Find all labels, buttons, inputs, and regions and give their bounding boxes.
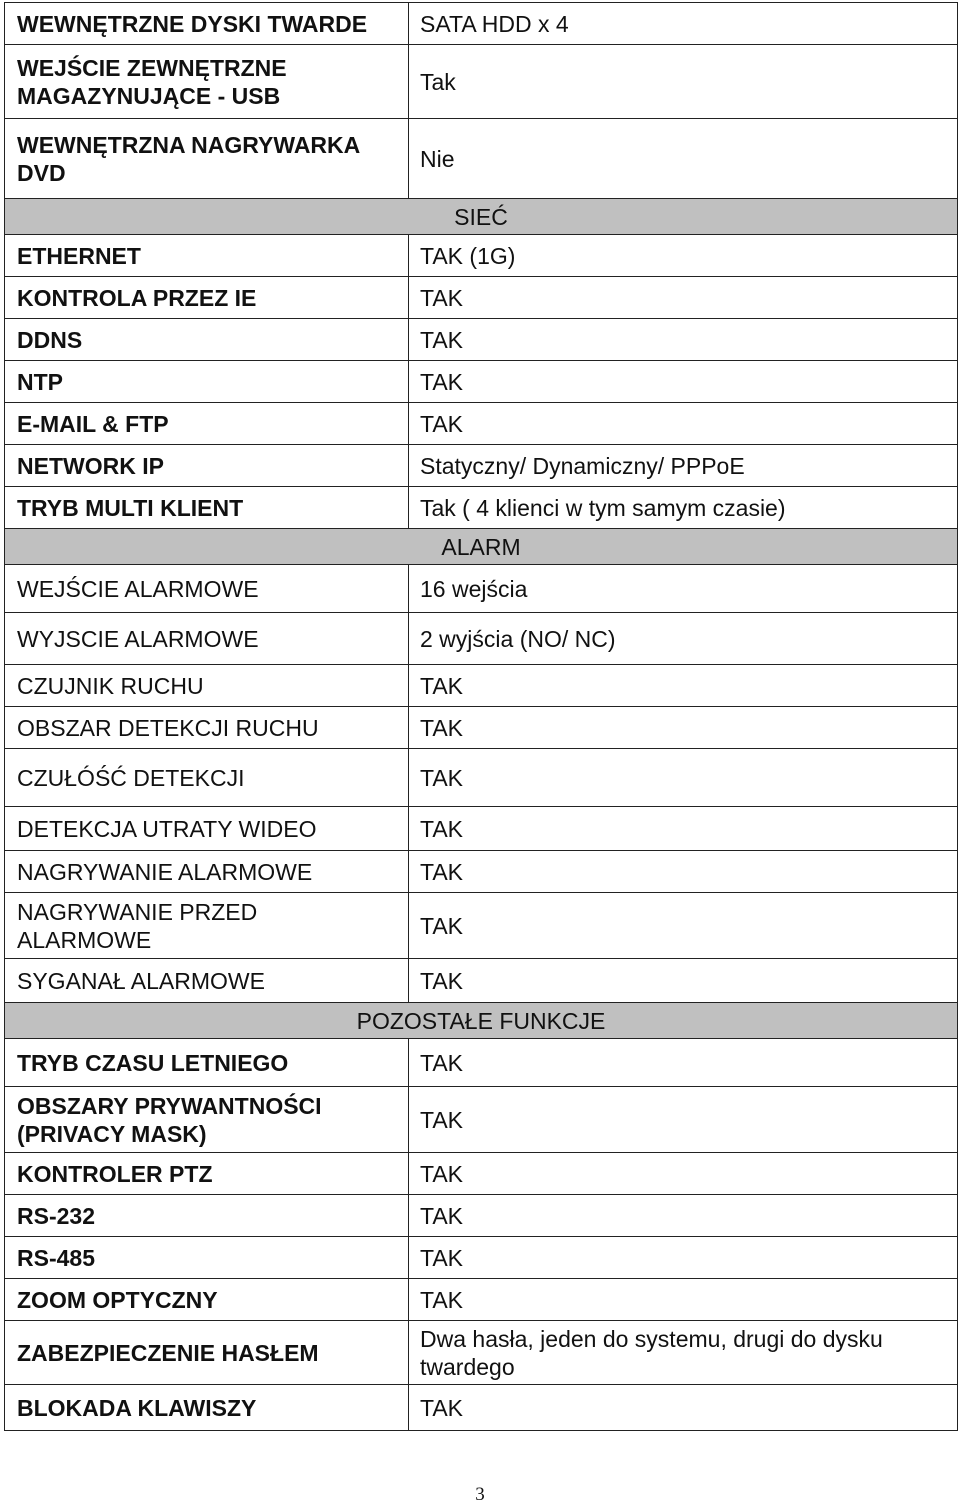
spec-label: NAGRYWANIE PRZED ALARMOWE	[5, 893, 409, 959]
spec-row	[5, 445, 958, 487]
spec-label: WYJSCIE ALARMOWE	[5, 613, 409, 665]
spec-label: WEWNĘTRZNA NAGRYWARKA DVD	[5, 119, 409, 199]
spec-value: TAK	[409, 1385, 958, 1431]
specification-table-body	[5, 3, 958, 1431]
spec-value: 16 wejścia	[409, 565, 958, 613]
spec-label: SYGANAŁ ALARMOWE	[5, 959, 409, 1003]
page-number: 3	[475, 1484, 485, 1505]
section-header-row	[5, 199, 958, 235]
spec-row	[5, 1321, 958, 1385]
spec-label: CZUJNIK RUCHU	[5, 665, 409, 707]
spec-value: Tak ( 4 klienci w tym samym czasie)	[409, 487, 958, 529]
spec-value: TAK	[409, 1195, 958, 1237]
spec-row	[5, 807, 958, 851]
spec-label: KONTROLER PTZ	[5, 1153, 409, 1195]
spec-value: TAK	[409, 707, 958, 749]
spec-value: Tak	[409, 45, 958, 119]
section-header-row	[5, 529, 958, 565]
spec-label: E-MAIL & FTP	[5, 403, 409, 445]
spec-label: ZOOM OPTYCZNY	[5, 1279, 409, 1321]
spec-row	[5, 3, 958, 45]
section-header-row	[5, 1003, 958, 1039]
spec-value: TAK	[409, 319, 958, 361]
spec-label: ZABEZPIECZENIE HASŁEM	[5, 1321, 409, 1385]
spec-label: DDNS	[5, 319, 409, 361]
spec-value: TAK (1G)	[409, 235, 958, 277]
spec-row	[5, 45, 958, 119]
spec-row	[5, 707, 958, 749]
spec-label: RS-232	[5, 1195, 409, 1237]
spec-value: TAK	[409, 1153, 958, 1195]
spec-row	[5, 235, 958, 277]
spec-label: DETEKCJA UTRATY WIDEO	[5, 807, 409, 851]
spec-row	[5, 665, 958, 707]
spec-row	[5, 1279, 958, 1321]
spec-row	[5, 893, 958, 959]
spec-row	[5, 1237, 958, 1279]
spec-label: WEJŚCIE ALARMOWE	[5, 565, 409, 613]
spec-label: TRYB MULTI KLIENT	[5, 487, 409, 529]
section-title: SIEĆ	[5, 199, 958, 235]
spec-value: TAK	[409, 749, 958, 807]
spec-value: Statyczny/ Dynamiczny/ PPPoE	[409, 445, 958, 487]
spec-row	[5, 749, 958, 807]
spec-label: ETHERNET	[5, 235, 409, 277]
spec-row	[5, 487, 958, 529]
spec-value: Nie	[409, 119, 958, 199]
spec-row	[5, 403, 958, 445]
spec-row	[5, 1195, 958, 1237]
spec-value: TAK	[409, 1279, 958, 1321]
spec-label: WEWNĘTRZNE DYSKI TWARDE	[5, 3, 409, 45]
spec-row	[5, 613, 958, 665]
spec-row	[5, 959, 958, 1003]
spec-row	[5, 1039, 958, 1087]
spec-row	[5, 1153, 958, 1195]
spec-label: NTP	[5, 361, 409, 403]
spec-value: 2 wyjścia (NO/ NC)	[409, 613, 958, 665]
specification-table	[4, 2, 958, 1431]
spec-row	[5, 851, 958, 893]
spec-label: WEJŚCIE ZEWNĘTRZNE MAGAZYNUJĄCE - USB	[5, 45, 409, 119]
spec-row	[5, 361, 958, 403]
spec-value: Dwa hasła, jeden do systemu, drugi do dysku twardego	[409, 1321, 958, 1385]
section-title: ALARM	[5, 529, 958, 565]
section-title: POZOSTAŁE FUNKCJE	[5, 1003, 958, 1039]
spec-value: TAK	[409, 1237, 958, 1279]
spec-value: TAK	[409, 403, 958, 445]
spec-label: OBSZAR DETEKCJI RUCHU	[5, 707, 409, 749]
spec-label: NETWORK IP	[5, 445, 409, 487]
spec-row	[5, 319, 958, 361]
spec-value: TAK	[409, 807, 958, 851]
spec-label: BLOKADA KLAWISZY	[5, 1385, 409, 1431]
spec-label: NAGRYWANIE ALARMOWE	[5, 851, 409, 893]
spec-value: TAK	[409, 665, 958, 707]
spec-label: KONTROLA PRZEZ IE	[5, 277, 409, 319]
spec-value: TAK	[409, 893, 958, 959]
spec-row	[5, 1385, 958, 1431]
spec-row	[5, 277, 958, 319]
spec-value: TAK	[409, 277, 958, 319]
spec-value: TAK	[409, 361, 958, 403]
spec-row	[5, 1087, 958, 1153]
spec-label: RS-485	[5, 1237, 409, 1279]
spec-value: TAK	[409, 851, 958, 893]
spec-label: OBSZARY PRYWANTNOŚCI (PRIVACY MASK)	[5, 1087, 409, 1153]
spec-label: CZUŁÓŚĆ DETEKCJI	[5, 749, 409, 807]
spec-value: TAK	[409, 1039, 958, 1087]
spec-row	[5, 565, 958, 613]
spec-label: TRYB CZASU LETNIEGO	[5, 1039, 409, 1087]
spec-value: TAK	[409, 959, 958, 1003]
spec-value: TAK	[409, 1087, 958, 1153]
spec-value: SATA HDD x 4	[409, 3, 958, 45]
spec-row	[5, 119, 958, 199]
